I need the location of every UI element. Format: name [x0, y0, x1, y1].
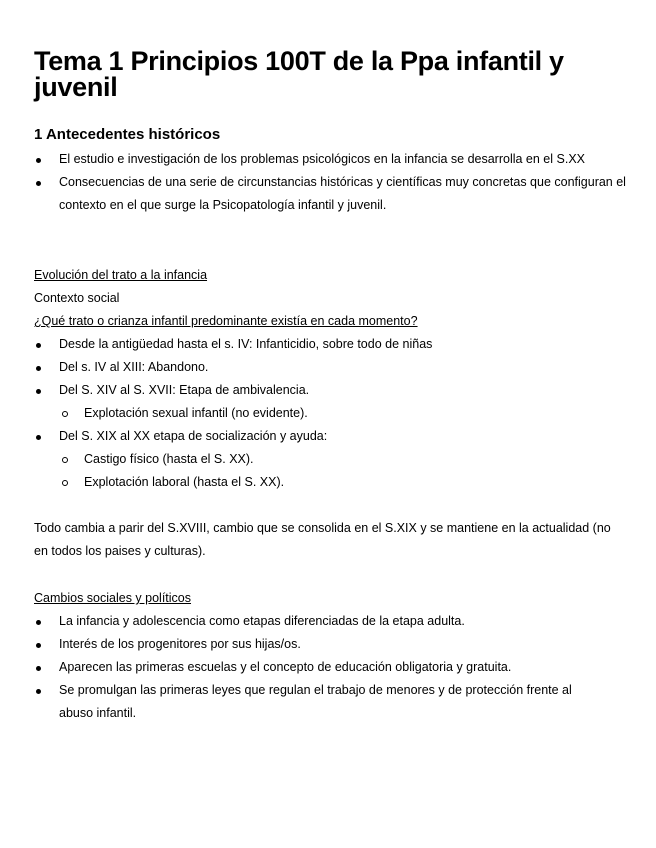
- question-line: ¿Qué trato o crianza infantil predominante existía en cada momento?: [34, 314, 418, 328]
- list-item: Del S. XIX al XX etapa de socialización y ayuda:: [34, 425, 634, 448]
- evolucion-list: [34, 333, 634, 494]
- list-item: Consecuencias de una serie de circunstancias históricas y científicas muy concretas que configuran el contexto en el que surge la Psicopatología infantil y juvenil.: [34, 171, 634, 217]
- antecedentes-list: [34, 148, 634, 217]
- list-item: Del S. XIV al S. XVII: Etapa de ambivalencia.: [34, 379, 634, 402]
- list-item: Aparecen las primeras escuelas y el concepto de educación obligatoria y gratuita.: [34, 656, 594, 679]
- page-title: Tema 1 Principios 100T de la Ppa infantil y juvenil: [34, 46, 564, 102]
- context-label: Contexto social: [34, 291, 120, 305]
- sub-list-item: Explotación sexual infantil (no evidente).: [34, 402, 634, 425]
- section-heading-evolucion: Evolución del trato a la infancia: [34, 268, 208, 282]
- list-item: Se promulgan las primeras leyes que regulan el trabajo de menores y de protección frente al abuso infantil.: [34, 679, 594, 725]
- list-item: La infancia y adolescencia como etapas diferenciadas de la etapa adulta.: [34, 610, 594, 633]
- sub-list-item: Castigo físico (hasta el S. XX).: [34, 448, 634, 471]
- paragraph: Todo cambia a parir del S.XVIII, cambio que se consolida en el S.XIX y se mantiene en la actualidad (no en todos los paises y culturas).: [34, 521, 611, 558]
- cambios-list: [34, 610, 594, 725]
- sub-list-item: Explotación laboral (hasta el S. XX).: [34, 471, 634, 494]
- list-item: Desde la antigüedad hasta el s. IV: Infanticidio, sobre todo de niñas: [34, 333, 634, 356]
- list-item: Interés de los progenitores por sus hijas/os.: [34, 633, 594, 656]
- list-item: Del s. IV al XIII: Abandono.: [34, 356, 634, 379]
- section-heading-cambios: Cambios sociales y políticos: [34, 591, 192, 605]
- list-item: El estudio e investigación de los problemas psicológicos en la infancia se desarrolla en el S.XX: [34, 148, 634, 171]
- section-heading-antecedentes: 1 Antecedentes históricos: [34, 126, 221, 143]
